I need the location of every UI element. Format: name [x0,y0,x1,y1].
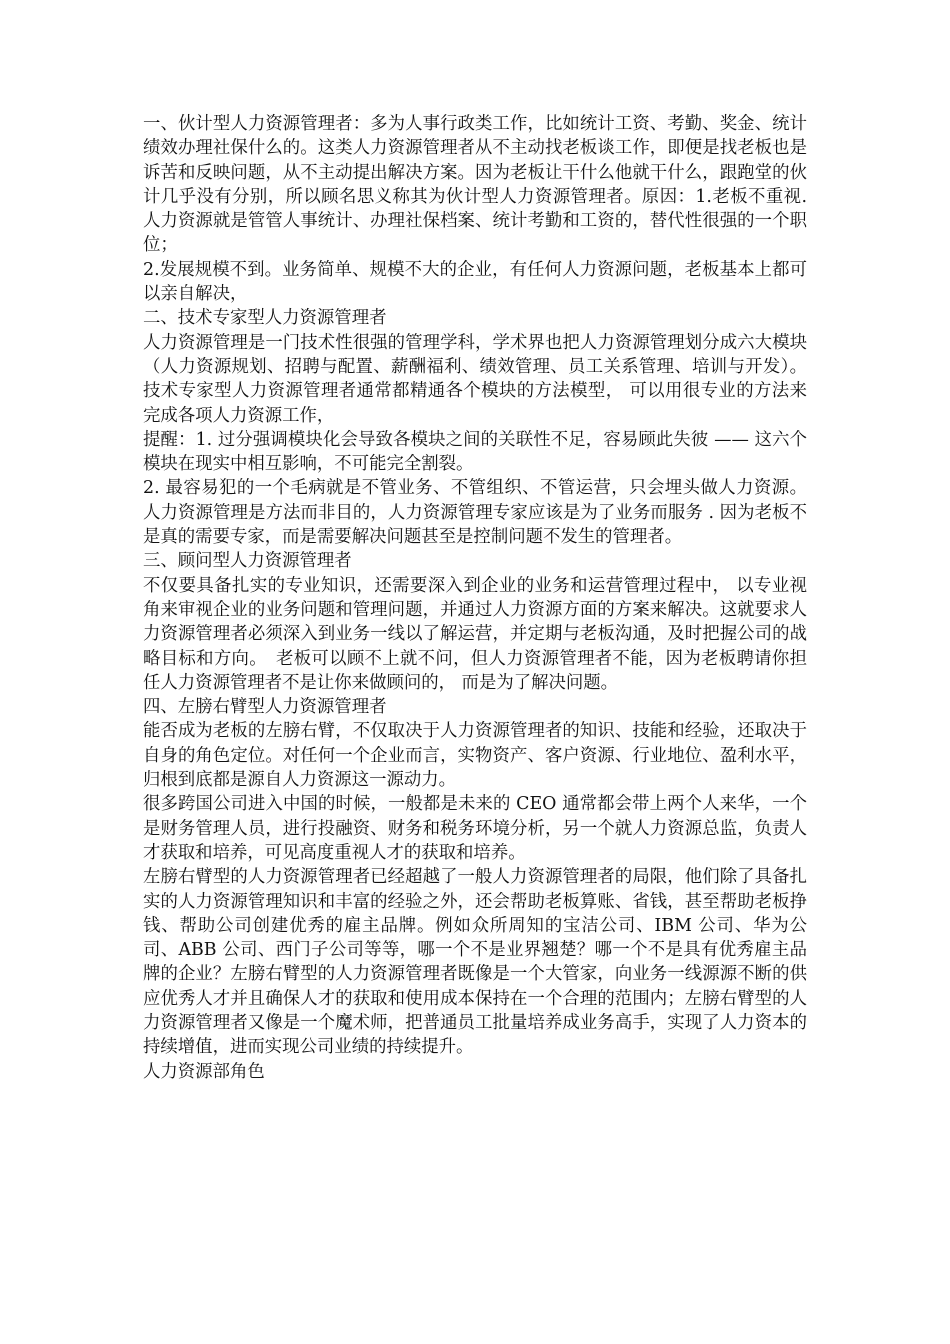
paragraph-right-hand-role: 能否成为老板的左膀右臂，不仅取决于人力资源管理者的知识、技能和经验，还取决于自身的角色定位。对任何一个企业而言，实物资产、客户资源、行业地位、盈利水平，归根到底都是源自人力资源这一源动力。 [143,721,807,791]
paragraph-six-modules: 人力资源管理是一门技术性很强的管理学科，学术界也把人力资源管理划分成六大模块（人力资源规划、招聘与配置、薪酬福利、绩效管理、员工关系管理、培训与开发）。技术专家型人力资源管理者通常都精通各个模块的方法模型， 可以用很专业的方法来完成各项人力资源工作， [143,332,807,426]
paragraph-reminder-2: 2. 最容易犯的一个毛病就是不管业务、不管组织、不管运营，只会埋头做人力资源。人力资源管理是方法而非目的，人力资源管理专家应该是为了业务而服务 . 因为老板不是真的需要专家，而是需要解决问题甚至是控制问题不发生的管理者。 [143,478,807,548]
heading-technical-expert-type: 二、技术专家型人力资源管理者 [143,308,387,329]
paragraph-consultant: 不仅要具备扎实的专业知识，还需要深入到企业的业务和运营管理过程中， 以专业视角来审视企业的业务问题和管理问题，并通过人力资源方面的方案来解决。这就要求人力资源管理者必须深入到业务一线以了解运营，并定期与老板沟通，及时把握公司的战略目标和方向。 老板可以顾不上就不问，但人力资源管理者不能，因为老板聘请你担任人力资源管理者不是让你来做顾问的， 而是为了解决问题。 [143,575,807,693]
heading-consultant-type: 三、顾问型人力资源管理者 [143,551,352,572]
document-body [143,112,807,1084]
paragraph-clerk-type: 一、伙计型人力资源管理者：多为人事行政类工作，比如统计工资、考勤、奖金、统计绩效办理社保什么的。这类人力资源管理者从不主动找老板谈工作，即便是找老板也是诉苦和反映问题，从不主动提出解决方案。因为老板让干什么他就干什么，跟跑堂的伙计几乎没有分别，所以顾名思义称其为伙计型人力资源管理者。原因：1.老板不重视. 人力资源就是管管人事统计、办理社保档案、统计考勤和工资的，替代性很强的一个职位； [143,114,807,256]
heading-hr-department-role: 人力资源部角色 [143,1061,265,1082]
paragraph-reminder-1: 提醒：1. 过分强调模块化会导致各模块之间的关联性不足，容易顾此失彼 —— 这六个模块在现实中相互影响，不可能完全割裂。 [143,429,807,475]
paragraph-right-hand-detail: 左膀右臂型的人力资源管理者已经超越了一般人力资源管理者的局限，他们除了具备扎实的人力资源管理知识和丰富的经验之外，还会帮助老板算账、省钱，甚至帮助老板挣钱、帮助公司创建优秀的雇主品牌。例如众所周知的宝洁公司、IBM 公司、华为公司、ABB 公司、西门子公司等等，哪一个不是业界翘楚？哪一个不是具有优秀雇主品牌的企业？左膀右臂型的人力资源管理者既像是一个大管家，向业务一线源源不断的供应优秀人才并且确保人才的获取和使用成本保持在一个合理的范围内；左膀右臂型的人力资源管理者又像是一个魔术师，把普通员工批量培养成业务高手，实现了人力资本的持续增值，进而实现公司业绩的持续提升。 [143,867,807,1058]
paragraph-scale-reason: 2.发展规模不到。业务简单、规模不大的企业，有任何人力资源问题，老板基本上都可以亲自解决， [143,259,807,305]
heading-right-hand-type: 四、左膀右臂型人力资源管理者 [143,697,387,718]
paragraph-multinational-example: 很多跨国公司进入中国的时候，一般都是未来的 CEO 通常都会带上两个人来华，一个是财务管理人员，进行投融资、财务和税务环境分析，另一个就人力资源总监，负责人才获取和培养，可见高度重视人才的获取和培养。 [143,794,807,863]
